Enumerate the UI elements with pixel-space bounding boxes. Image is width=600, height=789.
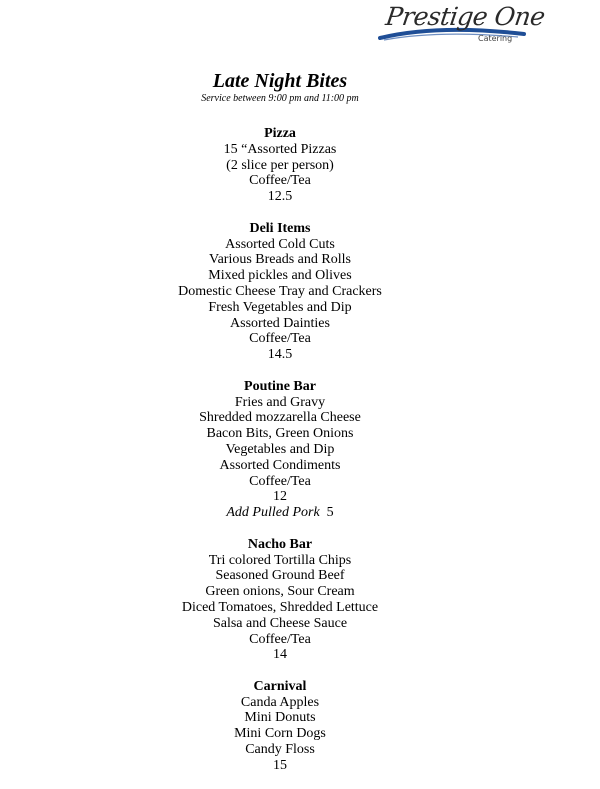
section-price: 14	[273, 647, 287, 663]
section-name: Nacho Bar	[247, 536, 313, 552]
menu-section-poutine-bar	[0, 379, 560, 521]
menu-item: Candy Floss	[245, 742, 315, 758]
menu-item: Mini Donuts	[244, 710, 316, 726]
menu-item: Tri colored Tortilla Chips	[208, 552, 352, 568]
menu-item: Assorted Dainties	[230, 315, 330, 331]
menu-sections	[0, 126, 560, 774]
menu-item: Green onions, Sour Cream	[205, 584, 355, 600]
section-price: 12	[273, 489, 287, 505]
menu-item: Domestic Cheese Tray and Crackers	[178, 283, 382, 299]
menu-item: Fresh Vegetables and Dip	[208, 299, 352, 315]
section-name: Pizza	[264, 126, 296, 141]
section-price: 15	[273, 757, 287, 773]
menu-item: Assorted Cold Cuts	[225, 236, 335, 252]
menu-item: Coffee/Tea	[249, 473, 311, 489]
menu	[0, 70, 560, 789]
menu-item: Mini Corn Dogs	[234, 726, 326, 742]
menu-item: Salsa and Cheese Sauce	[212, 615, 348, 631]
addon-label: Add Pulled Pork	[226, 505, 320, 521]
section-price: 14.5	[267, 347, 293, 363]
menu-addon	[0, 505, 560, 521]
menu-item: 15 “Assorted Pizzas	[223, 141, 337, 157]
menu-item: Canda Apples	[240, 694, 320, 710]
menu-item: Coffee/Tea	[249, 331, 311, 347]
menu-item: Vegetables and Dip	[225, 441, 335, 457]
menu-section-carnival	[0, 679, 560, 774]
addon-price: 5	[326, 505, 334, 521]
menu-item: Mixed pickles and Olives	[208, 268, 352, 284]
menu-item: Diced Tomatoes, Shredded Lettuce	[181, 599, 379, 615]
menu-item: Seasoned Ground Beef	[215, 568, 345, 584]
menu-item: Assorted Condiments	[219, 457, 341, 473]
company-logo	[378, 0, 547, 50]
menu-item: Coffee/Tea	[249, 631, 311, 647]
menu-item: (2 slice per person)	[226, 157, 334, 173]
menu-subtitle: Service between 9:00 pm and 11:00 pm	[201, 93, 359, 104]
menu-title: Late Night Bites	[212, 70, 348, 92]
section-name: Carnival	[253, 678, 307, 694]
menu-item: Fries and Gravy	[234, 394, 326, 410]
menu-item: Coffee/Tea	[249, 173, 311, 189]
menu-section-pizza	[0, 126, 560, 205]
section-name: Deli Items	[249, 220, 311, 236]
logo-subtitle: Catering	[478, 34, 513, 43]
logo-name: Prestige One	[383, 2, 547, 31]
section-price: 12.5	[267, 189, 293, 205]
menu-item: Shredded mozzarella Cheese	[199, 410, 361, 426]
menu-item: Bacon Bits, Green Onions	[206, 426, 354, 442]
section-name: Poutine Bar	[244, 378, 316, 394]
menu-section-deli-items	[0, 221, 560, 363]
menu-section-nacho-bar	[0, 537, 560, 663]
menu-item: Various Breads and Rolls	[209, 252, 351, 268]
